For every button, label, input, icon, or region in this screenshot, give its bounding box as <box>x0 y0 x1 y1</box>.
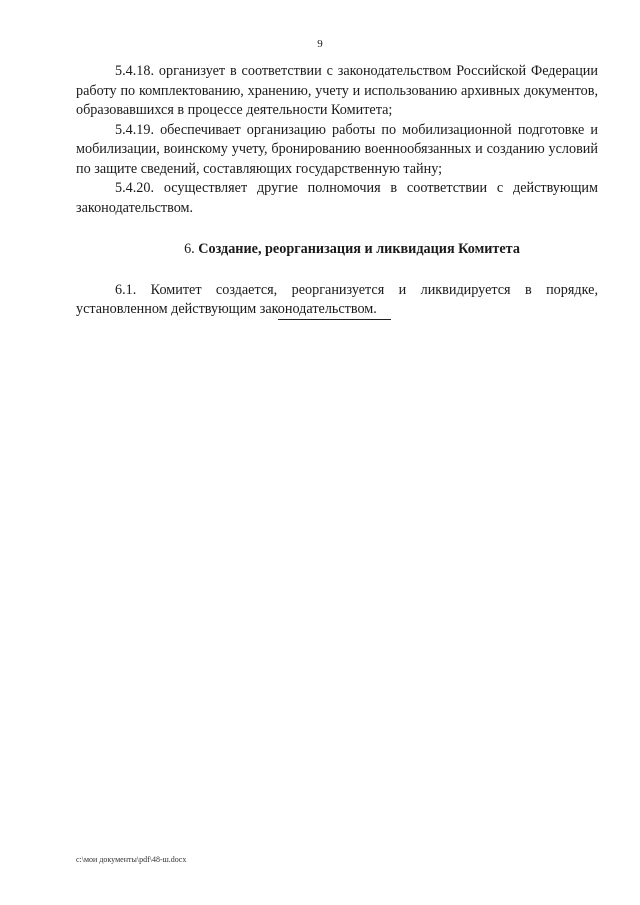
paragraph-5-4-19: 5.4.19. обеспечивает организацию работы по мобилизационной подготовке и мобилизации, воинскому учету, бронированию военнообязанных и созданию условий по защите сведений, составляющих государственную тайну; <box>76 121 598 177</box>
section-6-title: Создание, реорганизация и ликвидация Комитета <box>198 241 520 257</box>
section-6-number: 6. <box>184 241 195 257</box>
section-6-heading <box>76 240 598 260</box>
document-body <box>76 62 598 320</box>
footer-file-path: c:\мои документы\pdf\48-ш.docx <box>76 855 187 864</box>
page-number: 9 <box>317 38 323 50</box>
paragraph-6-1: 6.1. Комитет создается, реорганизуется и ликвидируется в порядке, установленном действующим законодательством. <box>76 281 598 317</box>
end-of-document-rule <box>278 319 391 320</box>
paragraph-5-4-20: 5.4.20. осуществляет другие полномочия в соответствии с действующим законодательством. <box>76 180 598 216</box>
paragraph-5-4-18: 5.4.18. организует в соответствии с законодательством Российской Федерации работу по комплектованию, хранению, учету и использованию архивных документов, образовавшихся в процессе деятельности Комитета; <box>76 63 598 118</box>
